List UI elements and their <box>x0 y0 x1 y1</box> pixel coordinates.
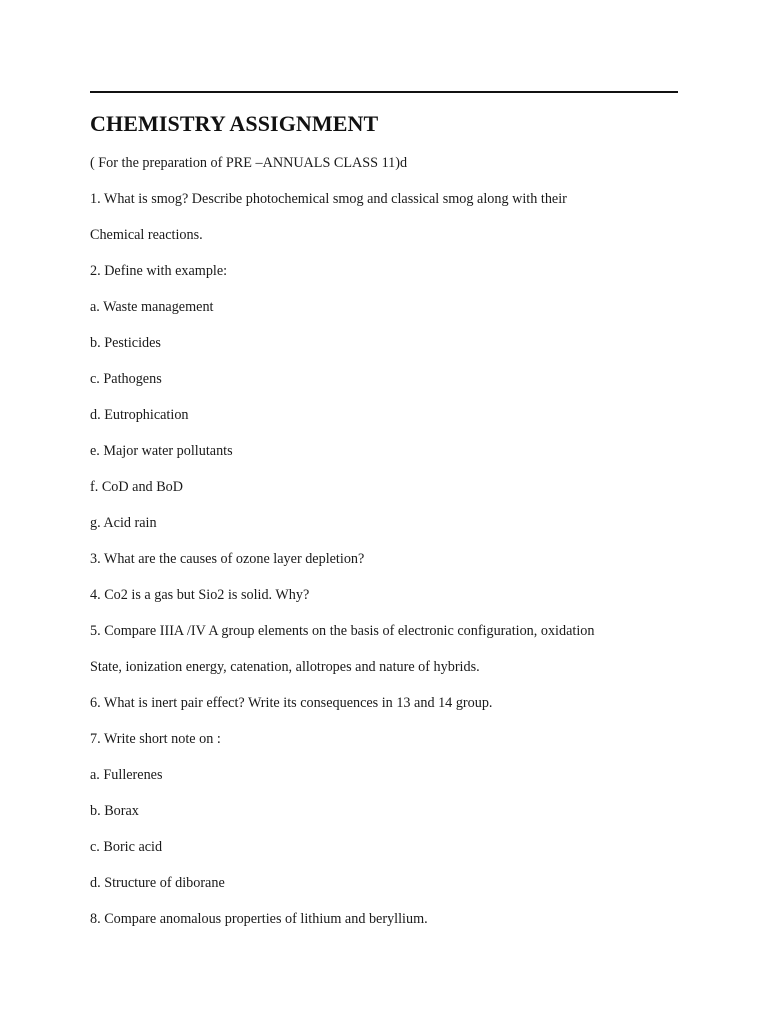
question-line: 8. Compare anomalous properties of lithium and beryllium. <box>90 911 428 927</box>
question-line: 4. Co2 is a gas but Sio2 is solid. Why? <box>90 587 310 603</box>
header-rule <box>90 91 678 93</box>
question-subitem: c. Pathogens <box>90 371 162 387</box>
question-subitem: d. Structure of diborane <box>90 875 225 891</box>
subtitle-line: ( For the preparation of PRE –ANNUALS CLASS 11)d <box>90 155 408 171</box>
question-line: 1. What is smog? Describe photochemical smog and classical smog along with their <box>90 191 567 207</box>
question-subitem: c. Boric acid <box>90 839 163 855</box>
assignment-lines <box>90 154 690 946</box>
question-subitem: a. Fullerenes <box>90 767 163 783</box>
question-subitem: b. Borax <box>90 803 139 819</box>
document-title: CHEMISTRY ASSIGNMENT <box>90 111 379 136</box>
question-subitem: d. Eutrophication <box>90 407 189 423</box>
question-line: 6. What is inert pair effect? Write its consequences in 13 and 14 group. <box>90 695 493 711</box>
question-subitem: f. CoD and BoD <box>90 479 184 495</box>
question-line: 3. What are the causes of ozone layer depletion? <box>90 551 365 567</box>
question-line: 2. Define with example: <box>90 263 228 279</box>
question-subitem: e. Major water pollutants <box>90 443 233 459</box>
question-subitem: a. Waste management <box>90 299 214 315</box>
question-line: Chemical reactions. <box>90 227 203 243</box>
question-subitem: g. Acid rain <box>90 515 157 531</box>
question-line: State, ionization energy, catenation, allotropes and nature of hybrids. <box>90 659 480 675</box>
question-subitem: b. Pesticides <box>90 335 161 351</box>
question-line: 5. Compare IIIA /IV A group elements on the basis of electronic configuration, oxidation <box>90 623 595 639</box>
question-line: 7. Write short note on : <box>90 731 221 747</box>
